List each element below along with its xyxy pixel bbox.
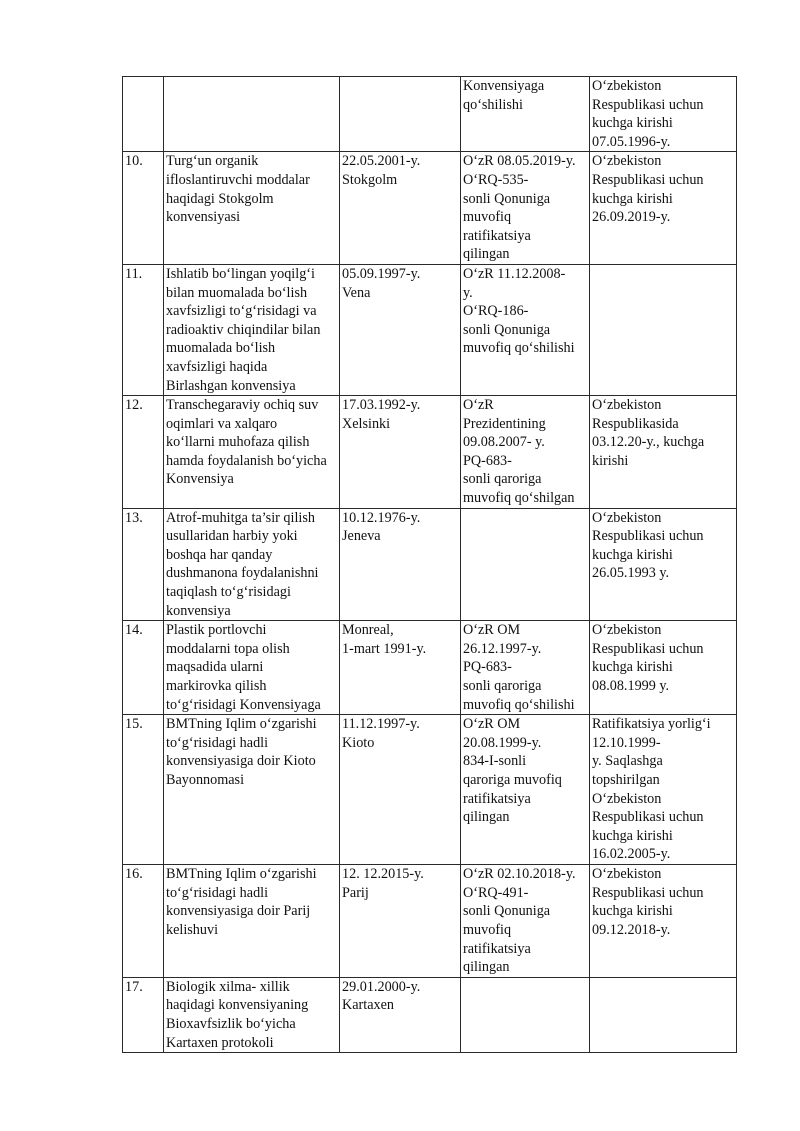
table-row xyxy=(123,77,737,152)
ratification-basis: O‘zR 02.10.2018-y. O‘RQ-491- sonli Qonuniga muvofiq ratifikatsiya qilingan xyxy=(461,865,590,978)
row-number: 12. xyxy=(123,396,164,509)
ratification-basis: O‘zR Prezidentining 09.08.2007- y. PQ-683- sonli qaroriga muvofiq qo‘shilgan xyxy=(461,396,590,509)
convention-name: Ishlatib bo‘lingan yoqilg‘i bilan muomalada bo‘lish xavfsizligi to‘g‘risidagi va radioaktiv chiqindilar bilan muomalada bo‘lish xavfsizligi haqida Birlashgan konvensiya xyxy=(164,264,340,395)
ratification-basis: O‘zR OM 26.12.1997-y. PQ-683- sonli qaroriga muvofiq qo‘shilishi xyxy=(461,621,590,715)
table-row xyxy=(123,977,737,1052)
row-number: 10. xyxy=(123,152,164,265)
ratification-basis xyxy=(461,508,590,621)
table-row xyxy=(123,715,737,865)
convention-name xyxy=(164,77,340,152)
entry-into-force-note: O‘zbekiston Respublikasida 03.12.20-y., kuchga kirishi xyxy=(590,396,737,509)
row-number: 17. xyxy=(123,977,164,1052)
table-row xyxy=(123,865,737,978)
adoption-date-place: 10.12.1976-y. Jeneva xyxy=(340,508,461,621)
convention-name: Turg‘un organik ifloslantiruvchi moddalar haqidagi Stokgolm konvensiyasi xyxy=(164,152,340,265)
entry-into-force-note: O‘zbekiston Respublikasi uchun kuchga kirishi 09.12.2018-y. xyxy=(590,865,737,978)
conventions-table xyxy=(122,76,737,1053)
entry-into-force-note xyxy=(590,977,737,1052)
ratification-basis: O‘zR 08.05.2019-y. O‘RQ-535- sonli Qonuniga muvofiq ratifikatsiya qilingan xyxy=(461,152,590,265)
ratification-basis xyxy=(461,977,590,1052)
entry-into-force-note: O‘zbekiston Respublikasi uchun kuchga kirishi 26.05.1993 y. xyxy=(590,508,737,621)
adoption-date-place: Monreal, 1-mart 1991-y. xyxy=(340,621,461,715)
ratification-basis: O‘zR 11.12.2008- y. O‘RQ-186- sonli Qonuniga muvofiq qo‘shilishi xyxy=(461,264,590,395)
row-number xyxy=(123,77,164,152)
table-row xyxy=(123,508,737,621)
row-number: 14. xyxy=(123,621,164,715)
convention-name: Plastik portlovchi moddalarni topa olish maqsadida ularni markirovka qilish to‘g‘risidagi Konvensiyaga xyxy=(164,621,340,715)
row-number: 11. xyxy=(123,264,164,395)
ratification-basis: Konvensiyaga qo‘shilishi xyxy=(461,77,590,152)
table-row xyxy=(123,152,737,265)
convention-name: Transchegaraviy ochiq suv oqimlari va xalqaro ko‘llarni muhofaza qilish hamda foydalanish bo‘yicha Konvensiya xyxy=(164,396,340,509)
adoption-date-place xyxy=(340,77,461,152)
convention-name: Atrof-muhitga ta’sir qilish usullaridan harbiy yoki boshqa har qanday dushmanona foydalanishni taqiqlash to‘g‘risidagi konvensiya xyxy=(164,508,340,621)
adoption-date-place: 11.12.1997-y. Kioto xyxy=(340,715,461,865)
adoption-date-place: 29.01.2000-y. Kartaxen xyxy=(340,977,461,1052)
entry-into-force-note: Ratifikatsiya yorlig‘i 12.10.1999- y. Saqlashga topshirilgan O‘zbekiston Respublikasi uchun kuchga kirishi 16.02.2005-y. xyxy=(590,715,737,865)
entry-into-force-note: O‘zbekiston Respublikasi uchun kuchga kirishi 07.05.1996-y. xyxy=(590,77,737,152)
table-row xyxy=(123,396,737,509)
ratification-basis: O‘zR OM 20.08.1999-y. 834-I-sonli qaroriga muvofiq ratifikatsiya qilingan xyxy=(461,715,590,865)
adoption-date-place: 17.03.1992-y. Xelsinki xyxy=(340,396,461,509)
entry-into-force-note xyxy=(590,264,737,395)
row-number: 16. xyxy=(123,865,164,978)
entry-into-force-note: O‘zbekiston Respublikasi uchun kuchga kirishi 08.08.1999 y. xyxy=(590,621,737,715)
entry-into-force-note: O‘zbekiston Respublikasi uchun kuchga kirishi 26.09.2019-y. xyxy=(590,152,737,265)
row-number: 15. xyxy=(123,715,164,865)
convention-name: BMTning Iqlim o‘zgarishi to‘g‘risidagi hadli konvensiyasiga doir Parij kelishuvi xyxy=(164,865,340,978)
table-row xyxy=(123,621,737,715)
convention-name: Biologik xilma- xillik haqidagi konvensiyaning Bioxavfsizlik bo‘yicha Kartaxen protokoli xyxy=(164,977,340,1052)
row-number: 13. xyxy=(123,508,164,621)
adoption-date-place: 22.05.2001-y. Stokgolm xyxy=(340,152,461,265)
adoption-date-place: 12. 12.2015-y. Parij xyxy=(340,865,461,978)
convention-name: BMTning Iqlim o‘zgarishi to‘g‘risidagi hadli konvensiyasiga doir Kioto Bayonnomasi xyxy=(164,715,340,865)
table-row xyxy=(123,264,737,395)
adoption-date-place: 05.09.1997-y. Vena xyxy=(340,264,461,395)
